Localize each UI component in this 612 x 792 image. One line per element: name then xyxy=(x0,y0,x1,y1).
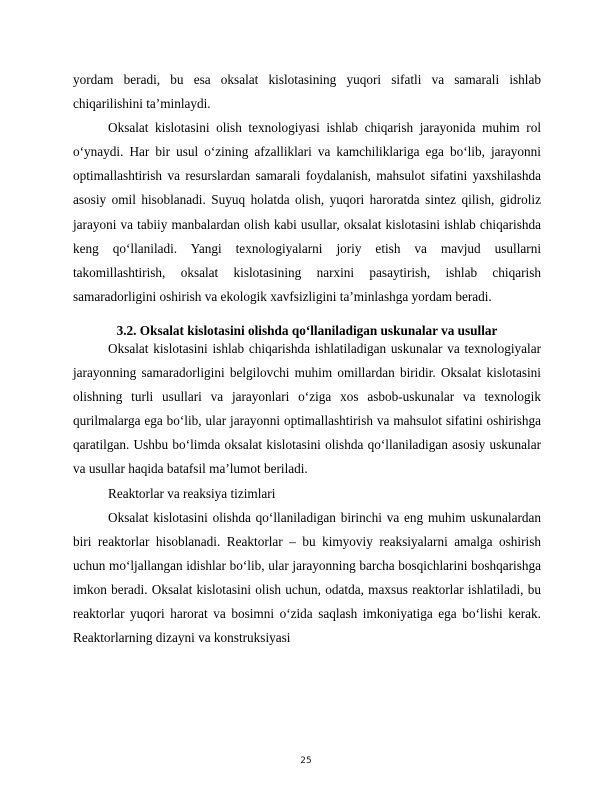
page-number: 25 xyxy=(300,756,312,766)
document-page xyxy=(73,68,541,650)
section-heading: 3.2. Oksalat kislotasini olishda qo‘llaniladigan uskunalar va usullar xyxy=(116,322,498,338)
paragraph-technology-overview: Oksalat kislotasini olish texnologiyasi ishlab chiqarish jarayonida muhim rol o‘ynaydi. Har bir usul o‘zining afzalliklari va kamchiliklariga ega bo‘lib, jarayonni optimallashtirish va resurslardan samarali foydalanish, mahsulot sifatini yaxshilashda asosiy omil hisoblanadi. Suyuq holatda olish, yuqori haroratda sintez qilish, gidroliz jarayoni va tabiiy manbalardan olish kabi usullar, oksalat kislotasini ishlab chiqarishda keng qo‘llaniladi. Yangi texnologiyalarni joriy etish va mavjud usullarni takomillashtirish, oksalat kislotasining narxini pasaytirish, ishlab chiqarish samaradorligini oshirish va ekologik xavfsizligini ta’minlashga yordam beradi. xyxy=(73,120,541,304)
paragraph-intro-continuation: yordam beradi, bu esa oksalat kislotasining yuqori sifatli va samarali ishlab chiqarilishini ta’minlaydi. xyxy=(73,72,541,112)
paragraph-reactors: Oksalat kislotasini olishda qo‘llaniladigan birinchi va eng muhim uskunalardan biri reaktorlar hisoblanadi. Reaktorlar – bu kimyoviy reaksiyalarni amalga oshirish uchun mo‘ljallangan idishlar bo‘lib, ular jarayonning barcha bosqichlarini boshqarishga imkon beradi. Oksalat kislotasini olish uchun, odatda, maxsus reaktorlar ishlatiladi, bu reaktorlar yuqori harorat va bosimni o‘zida saqlash imkoniyatiga ega bo‘lishi kerak. Reaktorlarning dizayni va konstruksiyasi xyxy=(73,509,541,646)
subheading-reactors: Reaktorlar va reaksiya tizimlari xyxy=(108,485,276,501)
paragraph-equipment-intro: Oksalat kislotasini ishlab chiqarishda ishlatiladigan uskunalar va texnologiyalar jarayonning samaradorligini belgilovchi muhim omillardan biridir. Oksalat kislotasini olishning turli usullari va jarayonlari o‘ziga xos asbob-uskunalar va texnologik qurilmalarga ega bo‘lib, ular jarayonni optimallashtirish va mahsulot sifatini oshirishga qaratilgan. Ushbu bo‘limda oksalat kislotasini olishda qo‘llaniladigan asosiy uskunalar va usullar haqida batafsil ma’lumot beriladi. xyxy=(73,340,541,477)
